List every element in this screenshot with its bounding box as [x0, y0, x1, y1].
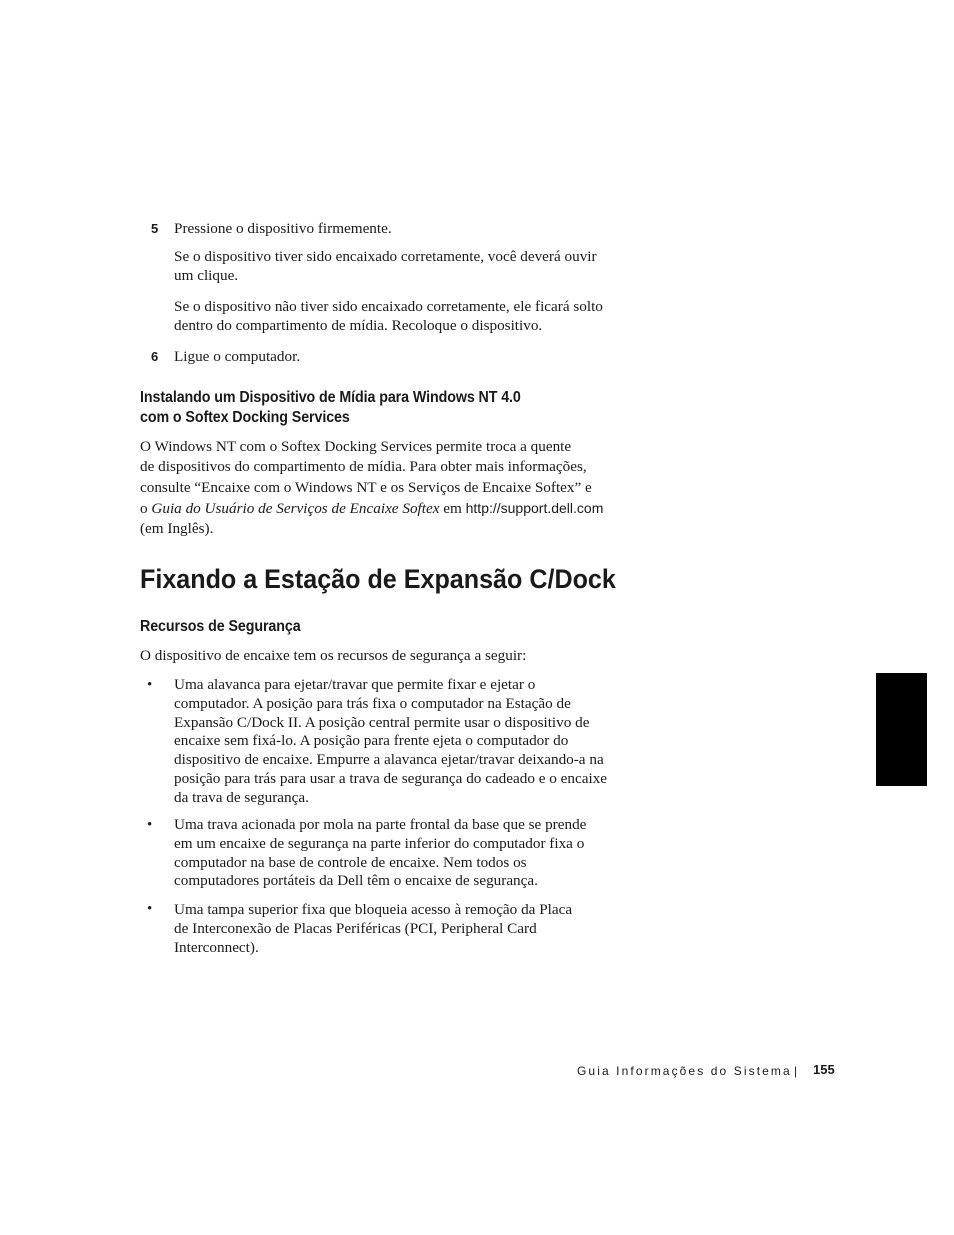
bullet-line: Uma alavanca para ejetar/travar que permite fixar e ejetar o: [174, 676, 536, 693]
intro-text: O dispositivo de encaixe tem os recursos de segurança a seguir:: [140, 647, 527, 664]
bullet-line: Uma tampa superior fixa que bloqueia acesso à remoção da Placa: [174, 901, 573, 918]
step-number: 6: [151, 349, 159, 364]
bullet-line: encaixe sem fixá-lo. A posição para frente ejeta o computador do: [174, 732, 569, 750]
bullet-line: da trava de segurança.: [174, 788, 309, 806]
footer-separator: |: [794, 1064, 798, 1078]
bullet-marker: •: [147, 677, 153, 693]
page-number: 155: [813, 1062, 835, 1077]
bullet-text: [174, 816, 586, 891]
bullet-line: computadores portáteis da Dell têm o encaixe de segurança.: [174, 872, 538, 890]
paragraph-line: um clique.: [174, 267, 239, 284]
bullet-marker: •: [147, 817, 153, 833]
step-paragraph: [174, 247, 597, 285]
heading-line: Instalando um Dispositivo de Mídia para Windows NT 4.0: [140, 389, 521, 406]
bullet-line: de Interconexão de Placas Periféricas (PCI, Peripheral Card: [174, 920, 537, 937]
paragraph-line: Se o dispositivo não tiver sido encaixado corretamente, ele ficará solto: [174, 298, 603, 315]
section-heading: [140, 388, 521, 428]
text-middle: em: [439, 499, 466, 517]
chapter-tab: [876, 673, 927, 786]
bullet-line: posição para trás para usar a trava de segurança do cadeado e o encaixe: [174, 769, 608, 787]
bullet-line: dispositivo de encaixe. Empurre a alavanca ejetar/travar deixando-a na: [174, 751, 604, 769]
bullet-line: Expansão C/Dock II. A posição central permite usar o dispositivo de: [174, 713, 590, 731]
bullet-line: Uma trava acionada por mola na parte frontal da base que se prende: [174, 816, 587, 833]
body-line: (em Inglês).: [140, 520, 214, 538]
step-number: 5: [151, 221, 159, 236]
heading-line: com o Softex Docking Services: [140, 409, 350, 426]
bullet-text: [174, 676, 607, 808]
step-text: Pressione o dispositivo firmemente.: [174, 220, 392, 237]
bullet-line: computador. A posição para trás fixa o computador na Estação de: [174, 694, 571, 712]
support-url[interactable]: http://support.dell.com: [465, 499, 604, 516]
body-line: de dispositivos do compartimento de mídia. Para obter mais informações,: [140, 458, 587, 476]
bullet-marker: •: [147, 901, 153, 917]
body-line: consulte “Encaixe com o Windows NT e os Serviços de Encaixe Softex” e: [140, 478, 592, 496]
guide-title: Guia do Usuário de Serviços de Encaixe Softex: [151, 499, 440, 517]
body-line-reference: [140, 498, 603, 519]
body-line: O Windows NT com o Softex Docking Services permite troca a quente: [140, 438, 572, 455]
main-heading: Fixando a Estação de Expansão C/Dock: [140, 564, 616, 594]
subsection-heading: Recursos de Segurança: [140, 618, 301, 635]
paragraph-line: Se o dispositivo tiver sido encaixado corretamente, você deverá ouvir: [174, 248, 597, 265]
paragraph-line: dentro do compartimento de mídia. Recoloque o dispositivo.: [174, 317, 543, 334]
footer-guide-title: Guia Informações do Sistema: [577, 1064, 792, 1078]
step-text: Ligue o computador.: [174, 348, 301, 365]
step-paragraph: [174, 297, 603, 335]
text-prefix: o: [140, 499, 152, 517]
bullet-text: [174, 900, 572, 957]
bullet-line: Interconnect).: [174, 939, 259, 956]
bullet-line: computador na base de controle de encaixe. Nem todos os: [174, 853, 527, 871]
bullet-line: em um encaixe de segurança na parte inferior do computador fixa o: [174, 834, 585, 852]
section-body: [140, 437, 603, 539]
